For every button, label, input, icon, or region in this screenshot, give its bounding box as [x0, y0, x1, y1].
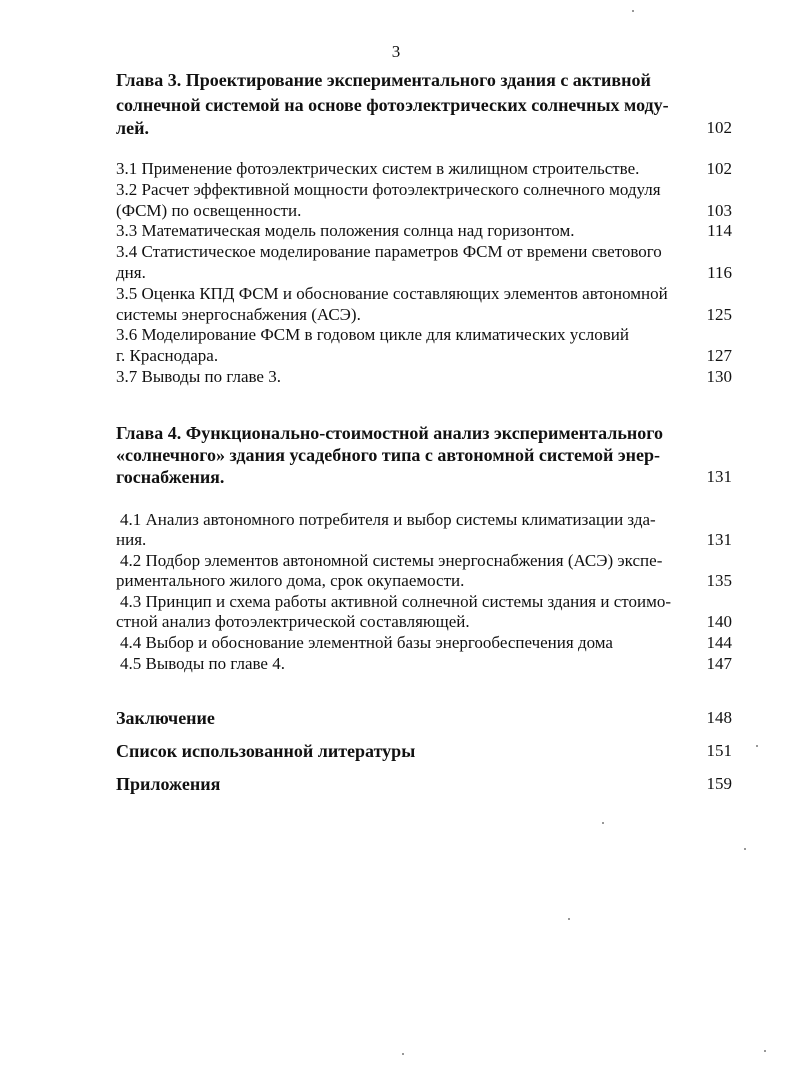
toc-item-page: 147 — [706, 654, 732, 673]
toc-item-text: риментального жилого дома, срок окупаемости. — [116, 571, 465, 590]
toc-item-text: 3.3 Математическая модель положения солнца над горизонтом. — [116, 221, 575, 240]
toc-section-page: 159 — [706, 774, 732, 793]
toc-item-3-4-cont — [116, 263, 732, 283]
toc-item-text: системы энергоснабжения (АСЭ). — [116, 305, 361, 324]
scan-speck — [602, 822, 604, 824]
toc-section-title: Список использованной литературы — [116, 741, 416, 761]
toc-item-4-3 — [120, 592, 732, 612]
toc-item-text: 3.7 Выводы по главе 3. — [116, 367, 281, 386]
toc-item-4-1-cont — [116, 530, 732, 550]
toc-item-3-5 — [116, 284, 732, 304]
toc-section-page: 151 — [706, 741, 732, 760]
scan-speck — [744, 848, 746, 850]
toc-item-4-2 — [120, 551, 732, 571]
toc-item-page: 125 — [706, 305, 732, 324]
chapter4-title-line2: «солнечного» здания усадебного типа с автономной системой энер- — [116, 445, 661, 465]
toc-item-3-7 — [116, 367, 732, 387]
toc-item-text: стной анализ фотоэлектрической составляющей. — [116, 612, 470, 631]
scan-speck — [764, 1050, 766, 1052]
toc-item-page: 116 — [707, 263, 732, 282]
chapter3-title-line2: солнечной системой на основе фотоэлектрических солнечных моду- — [116, 95, 669, 115]
scan-speck — [568, 918, 570, 920]
toc-item-text: 3.2 Расчет эффективной мощности фотоэлектрического солнечного модуля — [116, 180, 661, 199]
toc-item-text: ния. — [116, 530, 147, 549]
toc-item-page: 114 — [707, 221, 732, 240]
toc-item-text: (ФСМ) по освещенности. — [116, 201, 302, 220]
toc-item-3-1 — [116, 159, 732, 179]
toc-references — [116, 741, 732, 761]
toc-item-3-5-cont — [116, 305, 732, 325]
toc-item-4-4 — [120, 633, 732, 653]
toc-item-text: 4.2 Подбор элементов автономной системы энергоснабжения (АСЭ) экспе- — [120, 551, 663, 570]
toc-conclusion — [116, 708, 732, 728]
toc-item-page: 140 — [706, 612, 732, 631]
toc-item-4-5 — [120, 654, 732, 674]
scan-speck — [756, 745, 758, 747]
toc-item-page: 130 — [706, 367, 732, 386]
chapter4-title-line1: Глава 4. Функционально-стоимостной анализ экспериментального — [116, 423, 663, 443]
toc-item-text: 3.1 Применение фотоэлектрических систем в жилищном строительстве. — [116, 159, 640, 178]
scan-speck — [632, 10, 634, 12]
toc-item-text: 4.4 Выбор и обоснование элементной базы энергообеспечения дома — [120, 633, 613, 652]
toc-item-4-1 — [120, 510, 732, 530]
toc-item-text: 3.5 Оценка КПД ФСМ и обоснование составляющих элементов автономной — [116, 284, 668, 303]
chapter3-title-line1: Глава 3. Проектирование экспериментального здания с активной — [116, 70, 651, 90]
toc-section-page: 148 — [706, 708, 732, 727]
toc-section-title: Заключение — [116, 708, 215, 728]
toc-item-3-2 — [116, 180, 732, 200]
toc-item-4-2-cont — [116, 571, 732, 591]
chapter4-title-line3 — [116, 467, 732, 487]
chapter4-title-text: госнабжения. — [116, 467, 225, 487]
toc-item-3-2-cont — [116, 201, 732, 221]
toc-section-title: Приложения — [116, 774, 221, 794]
toc-item-text: г. Краснодара. — [116, 346, 219, 365]
toc-item-3-3 — [116, 221, 732, 241]
page-number: 3 — [391, 42, 401, 61]
toc-item-page: 103 — [706, 201, 732, 220]
toc-item-3-4 — [116, 242, 732, 262]
toc-item-4-3-cont — [116, 612, 732, 632]
chapter4-page: 131 — [706, 467, 732, 486]
toc-item-page: 131 — [706, 530, 732, 549]
toc-item-page: 135 — [706, 571, 732, 590]
chapter3-title-text: лей. — [116, 118, 149, 138]
chapter3-title-line3 — [116, 118, 732, 138]
scan-speck — [402, 1053, 404, 1055]
toc-appendices — [116, 774, 732, 794]
toc-item-3-6 — [116, 325, 732, 345]
toc-item-text: дня. — [116, 263, 146, 282]
toc-item-page: 127 — [706, 346, 732, 365]
toc-item-text: 3.6 Моделирование ФСМ в годовом цикле для климатических условий — [116, 325, 630, 344]
chapter3-page: 102 — [706, 118, 732, 137]
toc-item-3-6-cont — [116, 346, 732, 366]
toc-item-text: 3.4 Статистическое моделирование параметров ФСМ от времени светового — [116, 242, 662, 261]
toc-item-text: 4.5 Выводы по главе 4. — [120, 654, 285, 673]
toc-item-text: 4.1 Анализ автономного потребителя и выбор системы климатизации зда- — [120, 510, 656, 529]
toc-item-page: 144 — [706, 633, 732, 652]
toc-item-text: 4.3 Принцип и схема работы активной солнечной системы здания и стоимо- — [120, 592, 671, 611]
toc-item-page: 102 — [706, 159, 732, 178]
